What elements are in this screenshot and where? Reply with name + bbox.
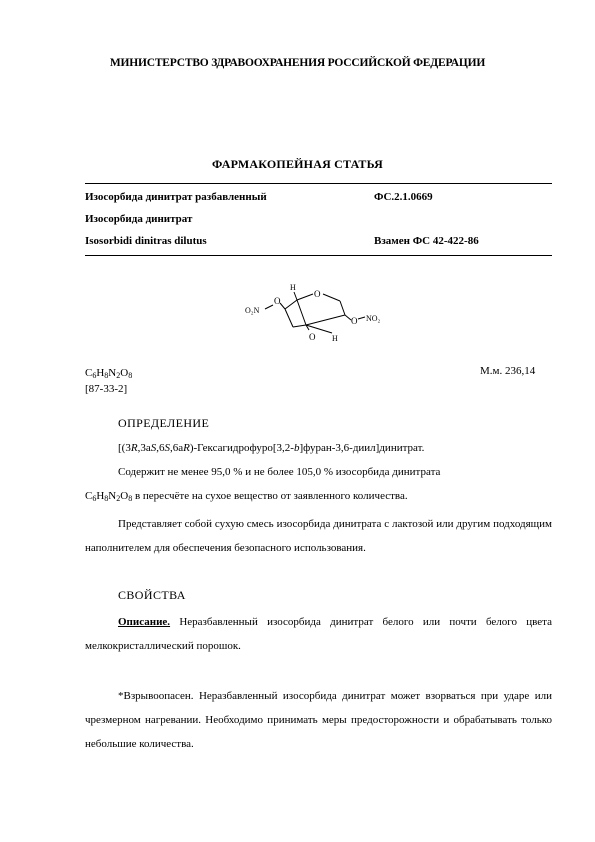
molecular-formula: $C_6H_8N_2O_8$	[85, 367, 133, 380]
replaces-code: Взамен ФС 42-422-86	[374, 235, 479, 247]
no2-label: NO₂	[366, 314, 381, 323]
definition-heading: ОПРЕДЕЛЕНИЕ	[118, 416, 210, 430]
o-label: O	[274, 296, 281, 306]
top-rule	[85, 183, 552, 184]
iupac-name: [(3R,3aS,6S,6aR)-Гексагидрофуро[3,2-b]фуран-3,6-диил]динитрат.	[118, 442, 425, 454]
h-label-2: H	[332, 334, 338, 343]
o-label-2: O	[351, 316, 358, 326]
ring-o-label: O	[314, 289, 321, 299]
content-line-1: Содержит не менее 95,0 % и не более 105,0 % изосорбида динитрата	[118, 466, 441, 478]
h-label: H	[290, 283, 296, 292]
russian-name-diluted: Изосорбида динитрат разбавленный	[85, 191, 267, 203]
properties-heading: СВОЙСТВА	[118, 588, 186, 602]
chemical-structure	[235, 275, 405, 355]
description-properties: Описание. Неразбавленный изосорбида динитрат белого или почти белого цвета мелкокристаллический порошок.	[85, 616, 552, 652]
ministry-header: МИНИСТЕРСТВО ЗДРАВООХРАНЕНИЯ РОССИЙСКОЙ ФЕДЕРАЦИИ	[109, 57, 486, 69]
description-paragraph: Представляет собой сухую смесь изосорбида динитрата с лактозой или другим подходящим наполнителем для обеспечения безопасного использования.	[85, 518, 552, 554]
ring-o-label-2: O	[309, 332, 316, 342]
formula-block	[85, 365, 132, 397]
molecular-weight: М.м. 236,14	[480, 365, 536, 377]
monograph-code: ФС.2.1.0669	[374, 191, 433, 203]
bottom-rule	[85, 255, 552, 256]
russian-name: Изосорбида динитрат	[85, 213, 193, 225]
cas-number: [87-33-2]	[85, 383, 128, 395]
latin-name: Isosorbidi dinitras dilutus	[85, 235, 207, 247]
content-line-2: $C_6H_8N_2O_8$ в пересчёте на сухое вещество от заявленного количества.	[85, 490, 408, 503]
description-label: Описание.	[118, 616, 171, 628]
o2n-label: O₂N	[245, 306, 260, 315]
explosion-warning: *Взрывоопасен. Неразбавленный изосорбида динитрат может взорваться при ударе или чрезмерном нагревании. Необходимо принимать меры предосторожности и обрабатывать только небольшие количества.	[85, 690, 552, 750]
document-type-title: ФАРМАКОПЕЙНАЯ СТАТЬЯ	[211, 157, 384, 171]
